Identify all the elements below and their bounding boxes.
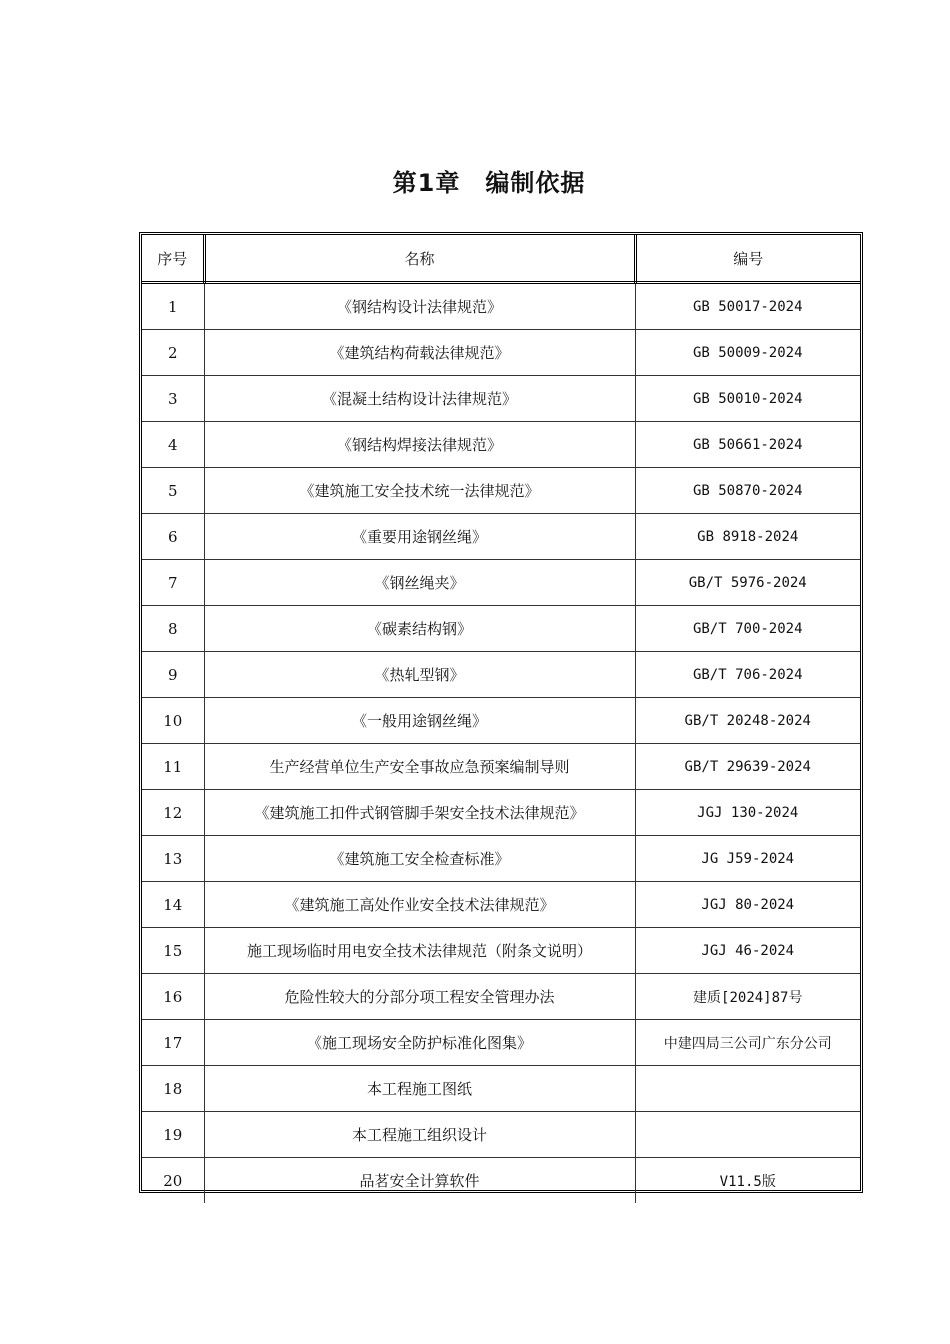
table-row (142, 974, 860, 1020)
reference-table-frame (139, 232, 863, 1193)
cell-code: 中建四局三公司广东分公司 (635, 1020, 860, 1066)
cell-code: GB 50661-2024 (635, 422, 860, 468)
table-row (142, 283, 860, 330)
cell-serial: 7 (142, 560, 204, 606)
cell-name: 《建筑施工安全检查标准》 (204, 836, 635, 882)
table-header-row (142, 235, 860, 283)
cell-code: GB 50870-2024 (635, 468, 860, 514)
cell-name: 《一般用途钢丝绳》 (204, 698, 635, 744)
cell-code: 建质[2024]87号 (635, 974, 860, 1020)
table-row (142, 468, 860, 514)
cell-serial: 15 (142, 928, 204, 974)
cell-serial: 11 (142, 744, 204, 790)
table-row (142, 790, 860, 836)
cell-code: GB/T 29639-2024 (635, 744, 860, 790)
cell-code: GB 50009-2024 (635, 330, 860, 376)
cell-serial: 9 (142, 652, 204, 698)
table-row (142, 836, 860, 882)
table-row (142, 514, 860, 560)
table-row (142, 330, 860, 376)
table-row (142, 606, 860, 652)
cell-name: 《钢结构设计法律规范》 (204, 283, 635, 330)
cell-name: 生产经营单位生产安全事故应急预案编制导则 (204, 744, 635, 790)
table-row (142, 928, 860, 974)
cell-name: 《建筑施工安全技术统一法律规范》 (204, 468, 635, 514)
cell-name: 危险性较大的分部分项工程安全管理办法 (204, 974, 635, 1020)
cell-serial: 6 (142, 514, 204, 560)
table-row (142, 422, 860, 468)
cell-code: JGJ 80-2024 (635, 882, 860, 928)
table-row (142, 1112, 860, 1158)
cell-name: 《建筑结构荷载法律规范》 (204, 330, 635, 376)
cell-code: JG J59-2024 (635, 836, 860, 882)
cell-name: 《混凝土结构设计法律规范》 (204, 376, 635, 422)
table-row (142, 698, 860, 744)
cell-name: 《钢丝绳夹》 (204, 560, 635, 606)
cell-code: GB/T 20248-2024 (635, 698, 860, 744)
cell-code: GB/T 5976-2024 (635, 560, 860, 606)
cell-serial: 10 (142, 698, 204, 744)
cell-serial: 1 (142, 283, 204, 330)
cell-code: GB 8918-2024 (635, 514, 860, 560)
table-row (142, 882, 860, 928)
table-row (142, 1066, 860, 1112)
cell-code: V11.5版 (635, 1158, 860, 1204)
cell-code: GB/T 706-2024 (635, 652, 860, 698)
cell-name: 《钢结构焊接法律规范》 (204, 422, 635, 468)
cell-serial: 5 (142, 468, 204, 514)
cell-serial: 20 (142, 1158, 204, 1204)
header-name: 名称 (204, 235, 635, 283)
cell-serial: 8 (142, 606, 204, 652)
chapter-title: 第1章 编制依据 (392, 169, 586, 197)
cell-code: GB 50010-2024 (635, 376, 860, 422)
cell-name: 《建筑施工高处作业安全技术法律规范》 (204, 882, 635, 928)
cell-name: 施工现场临时用电安全技术法律规范（附条文说明） (204, 928, 635, 974)
cell-code: GB 50017-2024 (635, 283, 860, 330)
table-row (142, 744, 860, 790)
table-row (142, 376, 860, 422)
cell-serial: 3 (142, 376, 204, 422)
cell-serial: 14 (142, 882, 204, 928)
header-serial: 序号 (142, 235, 204, 283)
table-row (142, 1020, 860, 1066)
cell-name: 《碳素结构钢》 (204, 606, 635, 652)
cell-name: 品茗安全计算软件 (204, 1158, 635, 1204)
cell-serial: 12 (142, 790, 204, 836)
cell-code: GB/T 700-2024 (635, 606, 860, 652)
cell-name: 本工程施工组织设计 (204, 1112, 635, 1158)
cell-code (635, 1112, 860, 1158)
cell-name: 《建筑施工扣件式钢管脚手架安全技术法律规范》 (204, 790, 635, 836)
header-code: 编号 (635, 235, 860, 283)
cell-serial: 19 (142, 1112, 204, 1158)
cell-name: 《热轧型钢》 (204, 652, 635, 698)
table-row (142, 652, 860, 698)
table-row (142, 1158, 860, 1204)
table-row (142, 560, 860, 606)
cell-serial: 4 (142, 422, 204, 468)
cell-name: 《施工现场安全防护标准化图集》 (204, 1020, 635, 1066)
cell-name: 《重要用途钢丝绳》 (204, 514, 635, 560)
cell-serial: 17 (142, 1020, 204, 1066)
cell-code: JGJ 46-2024 (635, 928, 860, 974)
cell-serial: 18 (142, 1066, 204, 1112)
cell-serial: 13 (142, 836, 204, 882)
cell-name: 本工程施工图纸 (204, 1066, 635, 1112)
cell-code: JGJ 130-2024 (635, 790, 860, 836)
cell-serial: 16 (142, 974, 204, 1020)
reference-table (142, 235, 860, 1203)
cell-serial: 2 (142, 330, 204, 376)
cell-code (635, 1066, 860, 1112)
